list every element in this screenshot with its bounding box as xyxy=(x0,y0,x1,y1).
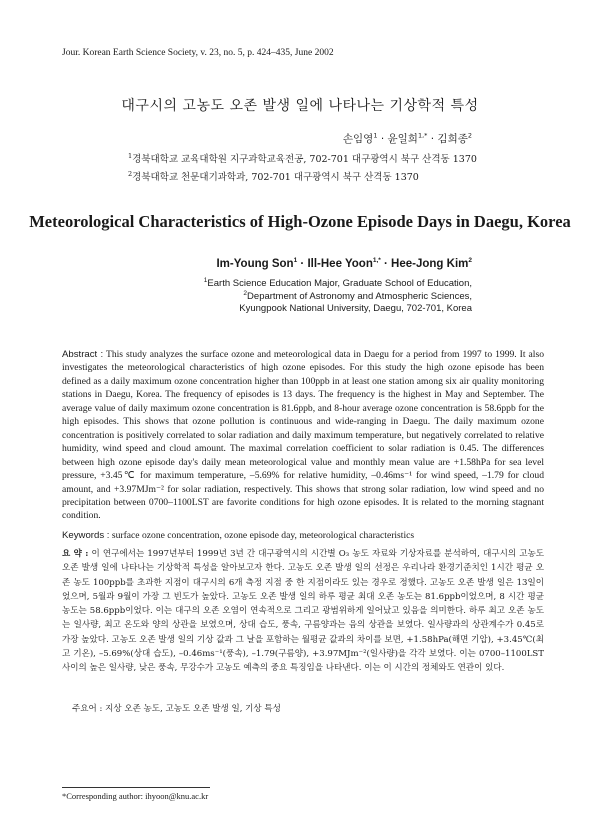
keywords xyxy=(62,530,544,541)
author-affiliation-mark: 1 xyxy=(373,131,378,140)
author-name: 윤일희 xyxy=(387,133,418,145)
affiliation-text: Kyungpook National University, Daegu, 702-701, Korea xyxy=(239,303,472,314)
abstract-text: This study analyzes the surface ozone and meteorological data in Daegu for a period from 1997 to 1999. It also investigates the meteorological characteristics of high ozone episodes. For this study the high ozone episode has been defined as a daily maximum ozone concentration higher than 100ppb in at least one station among six air quality monitoring stations in Daegu, Korea. The frequency of episodes is 13 days. The frequency is the highest in May and September. The average value of daily maximum ozone concentration is 81.6ppb, and 8-hour average ozone concentration is 58.6ppb for the high episodes. This shows that ozone pollution is continuous and wide-ranging in Daegu. The daily maximum ozone concentration is positively correlated to solar radiation and daily maximum temperature, but negatively correlated to relative humidity, wind speed and cloud amount. The maximal correlation coefficient to solar radiation is 0.45. The differences between high ozone episode day's daily mean meteorological value and monthly mean value are +1.58hPa for sea level pressure, +3.45℃ for maximum temperature, –5.69% for relative humidity, –0.46ms⁻¹ for wind speed, –1.79 for cloud amount, and +3.97MJm⁻² for solar radiation, respectively. This shows that strong solar radiation, low wind speed and no precipitation between 0700–1100LST are favorite conditions for high ozone episodes. It is related to the morning stagnant condition. xyxy=(62,349,544,522)
english-authors xyxy=(216,258,472,270)
corresponding-author-footnote: *Corresponding author: ihyoon@knu.ac.kr xyxy=(62,791,209,801)
abstract-label: Abstract : xyxy=(62,349,104,360)
affiliation-mark: 1 xyxy=(203,276,208,284)
author-separator: · xyxy=(300,258,305,270)
keywords-text: surface ozone concentration, ozone episode day, meteorological characteristics xyxy=(111,530,415,541)
korean-abstract xyxy=(62,547,544,676)
author-name: Ill-Hee Yoon xyxy=(307,258,373,270)
author-affiliation-mark: 1,* xyxy=(372,257,381,265)
journal-reference: Jour. Korean Earth Science Society, v. 23, no. 5, p. 424–435, June 2002 xyxy=(62,48,334,58)
korean-abstract-label: 요 약 : xyxy=(62,549,89,559)
author-affiliation-mark: 2 xyxy=(468,257,472,265)
korean-authors xyxy=(343,131,472,146)
korean-affiliation xyxy=(128,151,477,165)
affiliation-text: Department of Astronomy and Atmospheric Sciences, xyxy=(247,290,472,302)
author-affiliation-mark: 1 xyxy=(293,257,298,265)
affiliation-text: 경북대학교 천문대기과학과, 702-701 대구광역시 북구 산격동 1370 xyxy=(132,172,419,183)
author-affiliation-mark: 1,* xyxy=(417,131,428,140)
affiliation-text: 경북대학교 교육대학원 지구과학교육전공, 702-701 대구광역시 북구 산격동 1370 xyxy=(132,154,477,165)
author-name: 김희종 xyxy=(437,133,468,145)
author-name: Im-Young Son xyxy=(216,258,294,270)
author-name: Hee-Jong Kim xyxy=(391,258,469,270)
korean-keywords-text: 지상 오존 농도, 고농도 오존 발생 일, 기상 특성 xyxy=(105,704,281,714)
author-separator: · xyxy=(384,258,388,270)
affiliation-text: Earth Science Education Major, Graduate School of Education, xyxy=(207,278,472,289)
korean-keywords-label: 주요어 : xyxy=(72,704,103,714)
affiliation-mark: 2 xyxy=(128,169,133,178)
author-affiliation-mark: 2 xyxy=(467,131,472,140)
footnote-divider xyxy=(62,787,210,788)
english-affiliations xyxy=(152,278,472,316)
english-title: Meteorological Characteristics of High-Ozone Episode Days in Daegu, Korea xyxy=(29,212,571,231)
author-separator: · xyxy=(430,133,435,145)
affiliation-mark: 2 xyxy=(243,289,248,297)
affiliation-line xyxy=(152,278,472,291)
keywords-label: Keywords : xyxy=(62,530,110,541)
korean-keywords xyxy=(72,702,281,714)
korean-title: 대구시의 고농도 오존 발생 일에 나타나는 기상학적 특성 xyxy=(121,98,479,114)
affiliation-mark: 1 xyxy=(128,151,133,160)
abstract xyxy=(62,348,544,523)
author-separator: · xyxy=(380,133,385,145)
affiliation-line xyxy=(152,291,472,304)
korean-affiliation xyxy=(128,169,419,183)
author-name: 손임영 xyxy=(342,133,374,145)
korean-abstract-text: 이 연구에서는 1997년부터 1999년 3년 간 대구광역시의 시간별 O₃ 농도 자료와 기상자료를 분석하여, 대구시의 고농도 오존 발생 일에 나타나는 기상학적 특성을 알아보고자 한다. 고농도 오존 발생 일의 선정은 우리나라 환경기준치인 1시간 평균 오존 농도 100ppb를 초과한 지점이 대구시의 6개 측정 지점 중 한 지점이라도 있는 경우로 정했다. 고농도 오존 발생 일은 13일이었으며, 5월과 9월이 가장 그 빈도가 높았다. 고농도 오존 발생 일의 하루 평균 최대 오존 농도는 81.6ppb이었으며, 8 시간 평균 농도는 58.6ppb이었다. 이는 대구의 오존 오염이 연속적으로 그리고 광범위하게 일어났고 있음을 의미한다. 하루 최고 오존 농도는 일사량, 최고 온도와 양의 상관을 보였으며, 상대 습도, 풍속, 구름양과는 음의 상관을 보였다. 일사량과의 상관계수가 0.45로 가장 높았다. 고농도 오존 발생 일의 기상 값과 그 날을 포함하는 월평균 값과의 차이를 보면, +1.58hPa(해면 기압), +3.45℃(최고 기온), –5.69%(상대 습도), –0.46ms⁻¹(풍속), –1.79(구름양), +3.97MJm⁻²(일사량)을 각각 보였다. 이는 0700–1100LST 사이의 높은 일사량, 낮은 풍속, 무강수가 고농도 예측의 중요 특징임을 나타낸다. 이는 이 시간의 정체와도 연관이 있다. xyxy=(62,549,545,674)
affiliation-line xyxy=(152,303,472,316)
